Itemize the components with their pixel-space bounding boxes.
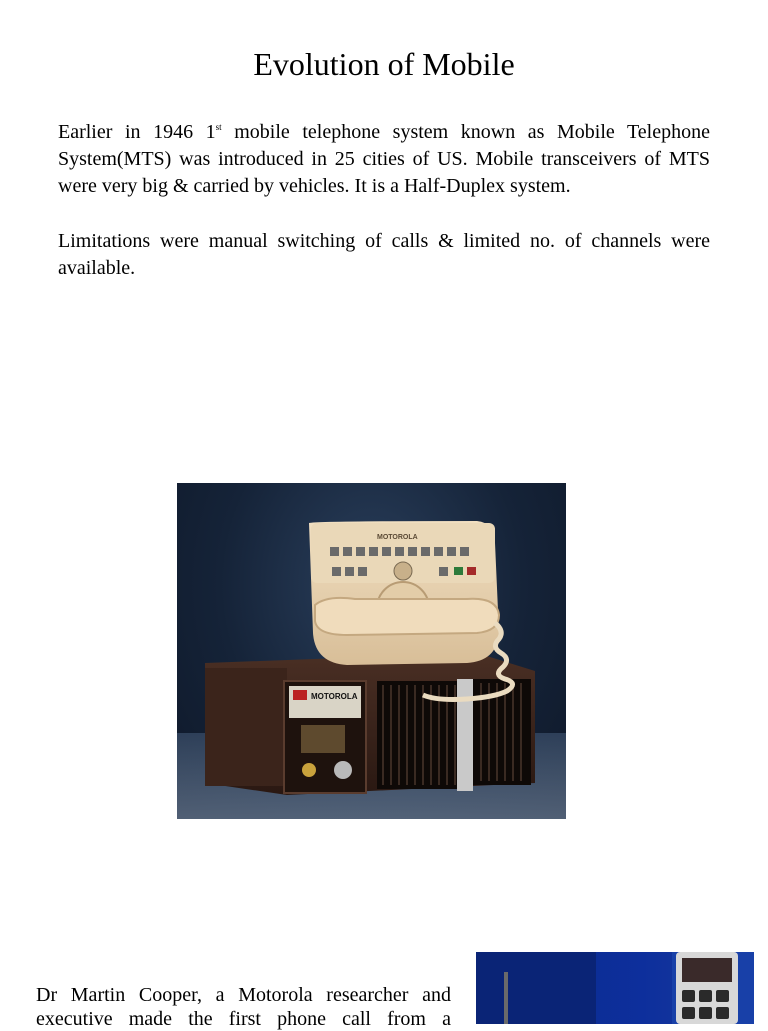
- motorola-mts-phone-photo: [177, 483, 566, 819]
- para1-superscript: st: [215, 122, 222, 132]
- cooper-phone-photo: [476, 952, 754, 1024]
- para1-text-before: Earlier in 1946 1: [58, 121, 216, 143]
- paragraph-martin-cooper: Dr Martin Cooper, a Motorola researcher and executive made the first phone call from a: [36, 984, 451, 1030]
- page-title: Evolution of Mobile: [253, 46, 515, 82]
- paragraph-limitations: Limitations were manual switching of calls & limited no. of channels were available.: [58, 230, 710, 279]
- brick-phone-illustration: [476, 952, 754, 1024]
- plate-brand-text: MOTOROLA: [311, 692, 358, 701]
- paragraph-mts-intro: [58, 119, 710, 200]
- motorola-mts-phone-illustration: [177, 483, 566, 819]
- para1-text-after: mobile telephone system known as Mobile Telephone System(MTS) was introduced in 25 cities of US. Mobile transceivers of MTS were very big & carried by vehicles. It is a Half-Duplex system.: [58, 121, 710, 197]
- unit-brand-text: MOTOROLA: [377, 534, 418, 541]
